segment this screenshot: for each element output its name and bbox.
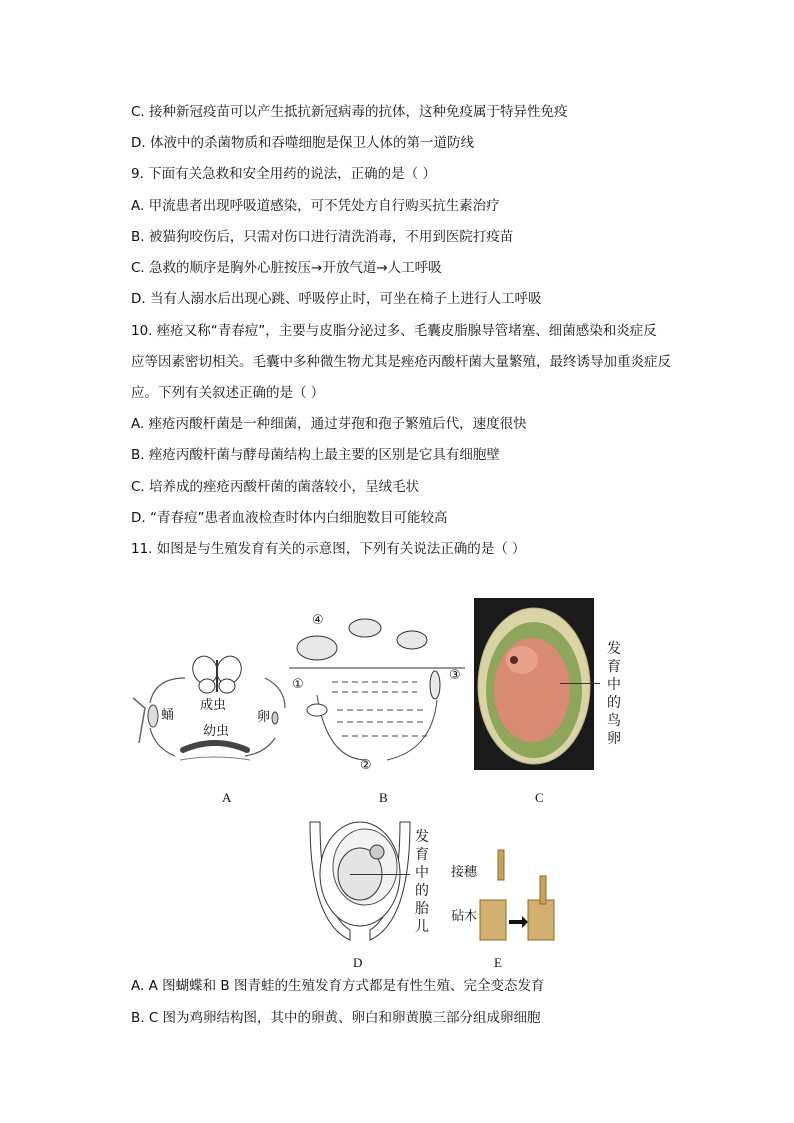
label-adult: 成虫 [200,698,227,713]
label-stage-4: ④ [312,613,324,628]
caption-e: E [494,955,502,970]
option-9c: C. 急救的顺序是胸外心脏按压→开放气道→人工呼吸 [131,260,442,276]
label-egg: 卵 [257,710,271,725]
question-10-line2: 应等因素密切相关。毛囊中多种微生物尤其是痤疮丙酸杆菌大量繁殖，最终诱导加重炎症反 [131,354,671,370]
question-10-line3: 应。下列有关叙述正确的是（ ） [131,385,325,401]
option-10a: A. 痤疮丙酸杆菌是一种细菌，通过芽孢和孢子繁殖后代，速度很快 [131,416,527,432]
option-8d: D. 体液中的杀菌物质和吞噬细胞是保卫人体的第一道防线 [131,135,474,151]
question-11: 11. 如图是与生殖发育有关的示意图，下列有关说法正确的是（ ） [131,541,526,557]
figure-c-bird-egg [474,598,594,770]
pointer-line-fetus [350,874,410,875]
bird-egg-drawing [474,598,594,770]
option-8c: C. 接种新冠疫苗可以产生抵抗新冠病毒的抗体，这种免疫属于特异性免疫 [131,104,568,120]
caption-b: B [379,790,388,805]
caption-d: D [353,955,363,970]
caption-c: C [535,790,544,805]
figure-b-frog-cycle [287,610,467,775]
label-stage-2: ② [360,758,372,773]
figure-d-fetus [305,812,415,942]
option-11a: A. A 图蝴蝶和 B 图青蛙的生殖发育方式都是有性生殖、完全变态发育 [131,978,545,994]
option-10c: C. 培养成的痤疮丙酸杆菌的菌落较小，呈绒毛状 [131,479,420,495]
option-10d: D. “青春痘”患者血液检查时体内白细胞数目可能较高 [131,510,448,526]
figure-e-grafting [476,840,566,950]
label-developing-fetus: 发育中的胎儿 [415,829,429,935]
option-11b: B. C 图为鸡卵结构图，其中的卵黄、卵白和卵黄膜三部分组成卵细胞 [131,1010,541,1026]
option-9b: B. 被猫狗咬伤后，只需对伤口进行清洗消毒，不用到医院打疫苗 [131,229,514,245]
label-stage-3: ③ [449,668,461,683]
grafting-drawing [476,840,566,950]
caption-a: A [222,790,232,805]
frog-cycle-drawing [287,610,467,775]
label-rootstock: 砧木 [451,909,478,924]
label-pupa: 蛹 [161,708,175,723]
label-developing-egg: 发育中的鸟卵 [607,641,621,747]
question-9: 9. 下面有关急救和安全用药的说法，正确的是（ ） [131,166,436,182]
option-9d: D. 当有人溺水后出现心跳、呼吸停止时，可坐在椅子上进行人工呼吸 [131,291,542,307]
pointer-line-egg [560,683,600,684]
label-stage-1: ① [292,677,304,692]
option-9a: A. 甲流患者出现呼吸道感染，可不凭处方自行购买抗生素治疗 [131,198,500,214]
figure-a-butterfly-cycle [125,648,295,768]
fetus-drawing [305,812,415,942]
label-larva: 幼虫 [203,724,230,739]
label-scion: 接穗 [451,865,478,880]
question-10-line1: 10. 痤疮又称“青春痘”，主要与皮脂分泌过多、毛囊皮脂腺导管堵塞、细菌感染和炎症反 [131,323,657,339]
option-10b: B. 痤疮丙酸杆菌与酵母菌结构上最主要的区别是它具有细胞壁 [131,447,500,463]
